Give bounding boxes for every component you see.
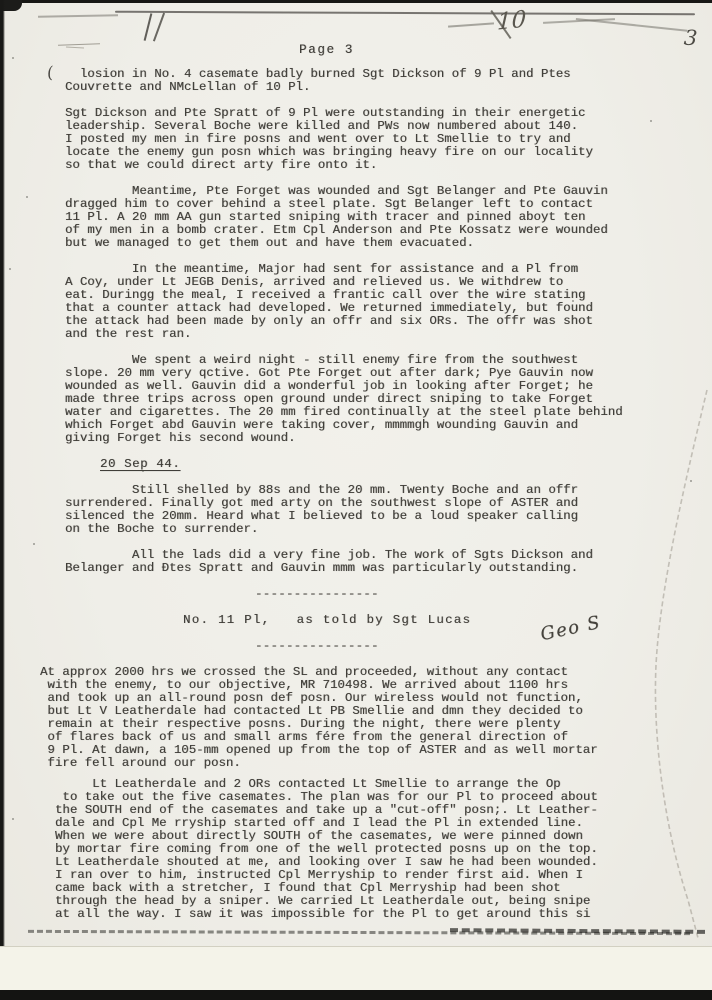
text-line: to take out the five casemates. The plan was for our Pl to proceed about	[55, 790, 598, 804]
text-line: We spent a weird night - still enemy fire from the southwest	[65, 353, 579, 367]
text-line: which Forget abd Gauvin were taking cover, mmmmgh wounding Gauvin and	[65, 418, 579, 432]
text-line: the attack had been made by only an offr and six ORs. The offr was shot	[65, 314, 593, 328]
para-shelled-surrender	[65, 484, 712, 536]
para-9pl-leadership	[65, 107, 712, 172]
text-line: but Lt V Leatherdale had contacted Lt PB Smellie and dmn they decided to	[40, 704, 583, 718]
pencil-squiggle	[66, 47, 84, 49]
text-line: Meantime, Pte Forget was wounded and Sgt Belanger and Pte Gauvin	[65, 184, 608, 198]
handwritten-number-ten: 10	[496, 6, 527, 36]
text-line: Lt Leatherdale and 2 ORs contacted Lt Smellie to arrange the Op	[55, 777, 561, 791]
text-line: the SOUTH end of the casemates and take up a "cut-off" posn;. Lt Leather-	[55, 803, 598, 817]
text-line: I ran over to him, instructed Cpl Merryship to render first aid. When I	[55, 868, 583, 882]
text-line: Couvrette and NMcLellan of 10 Pl.	[65, 80, 311, 94]
text-line: ----------------	[255, 639, 379, 653]
text-line: ----------------	[255, 587, 379, 601]
separator-top	[255, 588, 712, 601]
heading-20-sep-44	[100, 458, 712, 471]
margin-paren-mark: (	[45, 62, 55, 83]
text-line: When we were about directly SOUTH of the casemates, we were pinned down	[55, 829, 583, 843]
text-line: dale and Cpl Me rryship started off and I lead the Pl in extended line.	[55, 816, 583, 830]
text-line: at all the way. I saw it was impossible for the Pl to get around this si	[55, 907, 591, 921]
pen-dash-mark	[448, 22, 494, 27]
pen-slash-mark	[153, 13, 165, 42]
para-crossed-sl	[40, 666, 712, 770]
pencil-squiggle	[58, 43, 100, 46]
text-line: so that we could direct arty fire onto it.	[65, 158, 378, 172]
signature-geo-s: Geo S	[538, 611, 603, 646]
document-body	[0, 68, 712, 934]
text-line: All the lads did a very fine job. The work of Sgts Dickson and	[65, 548, 593, 562]
paper-edge-streak	[115, 11, 695, 16]
text-line: fire fell around our posn.	[40, 756, 241, 770]
pen-dash-mark	[576, 18, 688, 31]
text-line: Sgt Dickson and Pte Spratt of 9 Pl were outstanding in their energetic	[65, 106, 586, 120]
text-line: and the rest ran.	[65, 327, 192, 341]
text-line: A Coy, under Lt JEGB Denis, arrived and relieved us. We withdrew to	[65, 275, 564, 289]
text-line: eat. Duringg the meal, I received a frantic call over the wire stating	[65, 288, 586, 302]
text-line: 20 Sep 44.	[100, 457, 181, 471]
text-line: 11 Pl. A 20 mm AA gun started sniping with tracer and pinned aboyt ten	[65, 210, 586, 224]
text-line: No. 11 Pl, as told by Sgt Lucas	[183, 613, 472, 627]
text-line: with the enemy, to our objective, MR 710498. We arrived about 1100 hrs	[40, 678, 568, 692]
scan-edge-bottom	[0, 990, 712, 1000]
text-line: and took up an all-round posn def posn. Our wireless would not function,	[40, 691, 583, 705]
text-line: Lt Leatherdale shouted at me, and looking over I saw he had been wounded.	[55, 855, 598, 869]
text-line: that a counter attack had developed. We returned immediately, but found	[65, 301, 593, 315]
text-line: leadership. Several Boche were killed and PWs now numbered about 140.	[65, 119, 579, 133]
separator-bottom	[255, 640, 712, 653]
handwritten-page-number: 3	[683, 25, 699, 51]
text-line: wounded as well. Gauvin did a wonderful job in looking after Forget; he	[65, 379, 593, 393]
text-line: but we managed to get them out and have them evacuated.	[65, 236, 474, 250]
text-line: made three trips across open ground under direct sniping to take Forget	[65, 392, 593, 406]
text-line: At approx 2000 hrs we crossed the SL and proceeded, without any contact	[40, 665, 568, 679]
pen-slash-mark	[144, 13, 152, 41]
text-line: In the meantime, Major had sent for assistance and a Pl from	[65, 262, 579, 276]
scan-edge-top	[0, 0, 712, 3]
text-line: Still shelled by 88s and the 20 mm. Twenty Boche and an offr	[65, 483, 579, 497]
text-line: of flares back of us and small arms fére from the general direction of	[40, 730, 568, 744]
text-line: 9 Pl. At dawn, a 105-mm opened up from the top of ASTER and as well mortar	[40, 743, 598, 757]
text-line: losion in No. 4 casemate badly burned Sgt Dickson of 9 Pl and Ptes	[65, 67, 571, 81]
para-weird-night	[65, 354, 712, 445]
text-line: surrendered. Finally got med arty on the southwest slope of ASTER and	[65, 496, 579, 510]
ink-speck	[12, 57, 14, 59]
para-forget-wounded	[65, 185, 712, 250]
text-line: on the Boche to surrender.	[65, 522, 259, 536]
page-title: Page 3	[299, 43, 354, 57]
heading-no-11-pl	[183, 614, 712, 627]
para-leatherdale	[55, 778, 712, 921]
text-line: Belanger and Ðtes Spratt and Gauvin mmm was particularly outstanding.	[65, 561, 579, 575]
text-line: by mortar fire coming from one of the well protected posns up on the top.	[55, 842, 598, 856]
text-line: locate the enemy gun posn which was bringing heavy fire on our locality	[65, 145, 593, 159]
para-fine-job	[65, 549, 712, 575]
text-line: silenced the 20mm. Heard what I believed to be a loud speaker calling	[65, 509, 579, 523]
text-line: slope. 20 mm very qctive. Got Pte Forget out after dark; Pye Gauvin now	[65, 366, 593, 380]
text-line: through the head by a sniper. We carried Lt Leatherdale out, being snipe	[55, 894, 591, 908]
text-line: remain at their respective posns. During the night, there were plenty	[40, 717, 561, 731]
para-counter-attack	[65, 263, 712, 341]
text-line: water and cigarettes. The 20 mm fired continually at the steel plate behind	[65, 405, 623, 419]
text-line: dragged him to cover behind a steel plate. Sgt Belanger left to contact	[65, 197, 593, 211]
text-line: of my men in a bomb crater. Etm Cpl Anderson and Pte Kossatz were wounded	[65, 223, 608, 237]
paper-edge-streak-2	[38, 14, 118, 17]
text-line: I posted my men in fire posns and went over to Lt Smellie to try and	[65, 132, 571, 146]
backing-sheet	[0, 947, 712, 990]
text-line: giving Forget his second wound.	[65, 431, 296, 445]
para-casemate-casualties	[65, 68, 712, 94]
text-line: came back with a stretcher, I found that Cpl Merryship had been shot	[55, 881, 561, 895]
